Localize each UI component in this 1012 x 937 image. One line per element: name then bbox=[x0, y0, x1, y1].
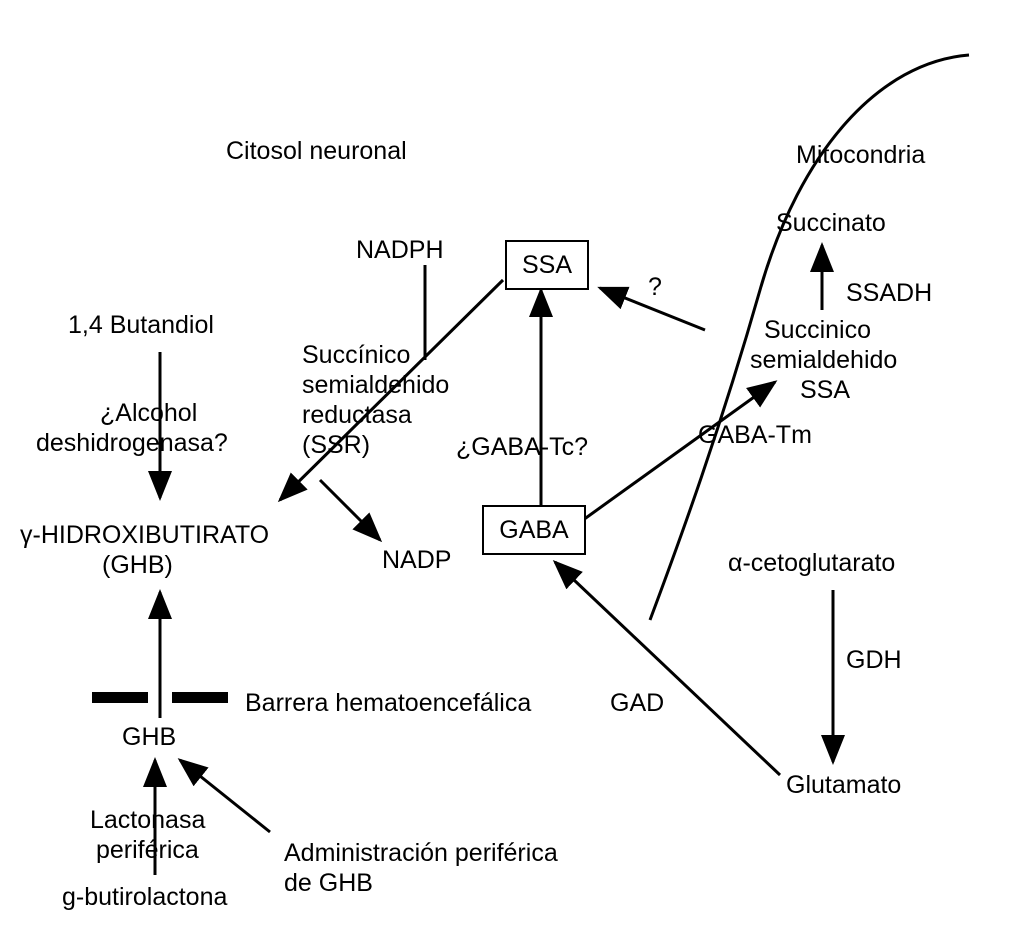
enzyme-ssr-line1: Succínico bbox=[302, 341, 411, 369]
node-ssa-box: SSA bbox=[505, 240, 589, 290]
compartment-label-cytosol: Citosol neuronal bbox=[226, 137, 407, 165]
arrow-branch-to-nadp bbox=[320, 480, 380, 540]
enzyme-gad: GAD bbox=[610, 689, 665, 717]
enzyme-ssr-line4: (SSR) bbox=[302, 431, 371, 459]
node-ghb-peripheral: GHB bbox=[122, 723, 177, 751]
node-mito-ssa-line3: SSA bbox=[800, 376, 851, 404]
node-butanediol: 1,4 Butandiol bbox=[68, 311, 214, 339]
barrier-label: Barrera hematoencefálica bbox=[245, 689, 532, 717]
enzyme-lactonase-line1: Lactonasa bbox=[90, 806, 206, 834]
enzyme-ssr-line2: semialdehido bbox=[302, 371, 450, 399]
annotation-question-mark: ? bbox=[648, 273, 662, 301]
node-nadp: NADP bbox=[382, 546, 452, 574]
enzyme-gaba-tc: ¿GABA-Tc? bbox=[456, 433, 588, 461]
node-nadph: NADPH bbox=[356, 236, 444, 264]
enzyme-alcohol-dehydrogenase-line1: ¿Alcohol bbox=[100, 399, 198, 427]
arrow-glutamato-to-gaba bbox=[555, 562, 780, 775]
node-succinato: Succinato bbox=[776, 209, 886, 237]
enzyme-alcohol-dehydrogenase-line2: deshidrogenasa? bbox=[36, 429, 228, 457]
label-peripheral-admin-line1: Administración periférica bbox=[284, 839, 558, 867]
barrier-bar-left bbox=[92, 692, 148, 703]
node-ghb-brain-line1: γ-HIDROXIBUTIRATO bbox=[20, 521, 270, 549]
enzyme-lactonase-line2: periférica bbox=[96, 836, 199, 864]
arrow-gaba-to-mito-ssa bbox=[583, 382, 775, 520]
node-glutamato: Glutamato bbox=[786, 771, 902, 799]
enzyme-gdh: GDH bbox=[846, 646, 902, 674]
node-mito-ssa-line1: Succinico bbox=[764, 316, 871, 344]
enzyme-ssadh: SSADH bbox=[846, 279, 933, 307]
compartment-label-mitochondria: Mitocondria bbox=[796, 141, 926, 169]
node-alpha-ketoglutarate: α-cetoglutarato bbox=[728, 549, 896, 577]
barrier-bar-right bbox=[172, 692, 228, 703]
node-ghb-brain-line2: (GHB) bbox=[102, 551, 173, 579]
label-peripheral-admin-line2: de GHB bbox=[284, 869, 373, 897]
node-mito-ssa-line2: semialdehido bbox=[750, 346, 898, 374]
enzyme-gaba-tm: GABA-Tm bbox=[698, 421, 812, 449]
node-gaba-box: GABA bbox=[482, 505, 586, 555]
node-butyrolactone: g-butirolactona bbox=[62, 883, 228, 911]
enzyme-ssr-line3: reductasa bbox=[302, 401, 412, 429]
